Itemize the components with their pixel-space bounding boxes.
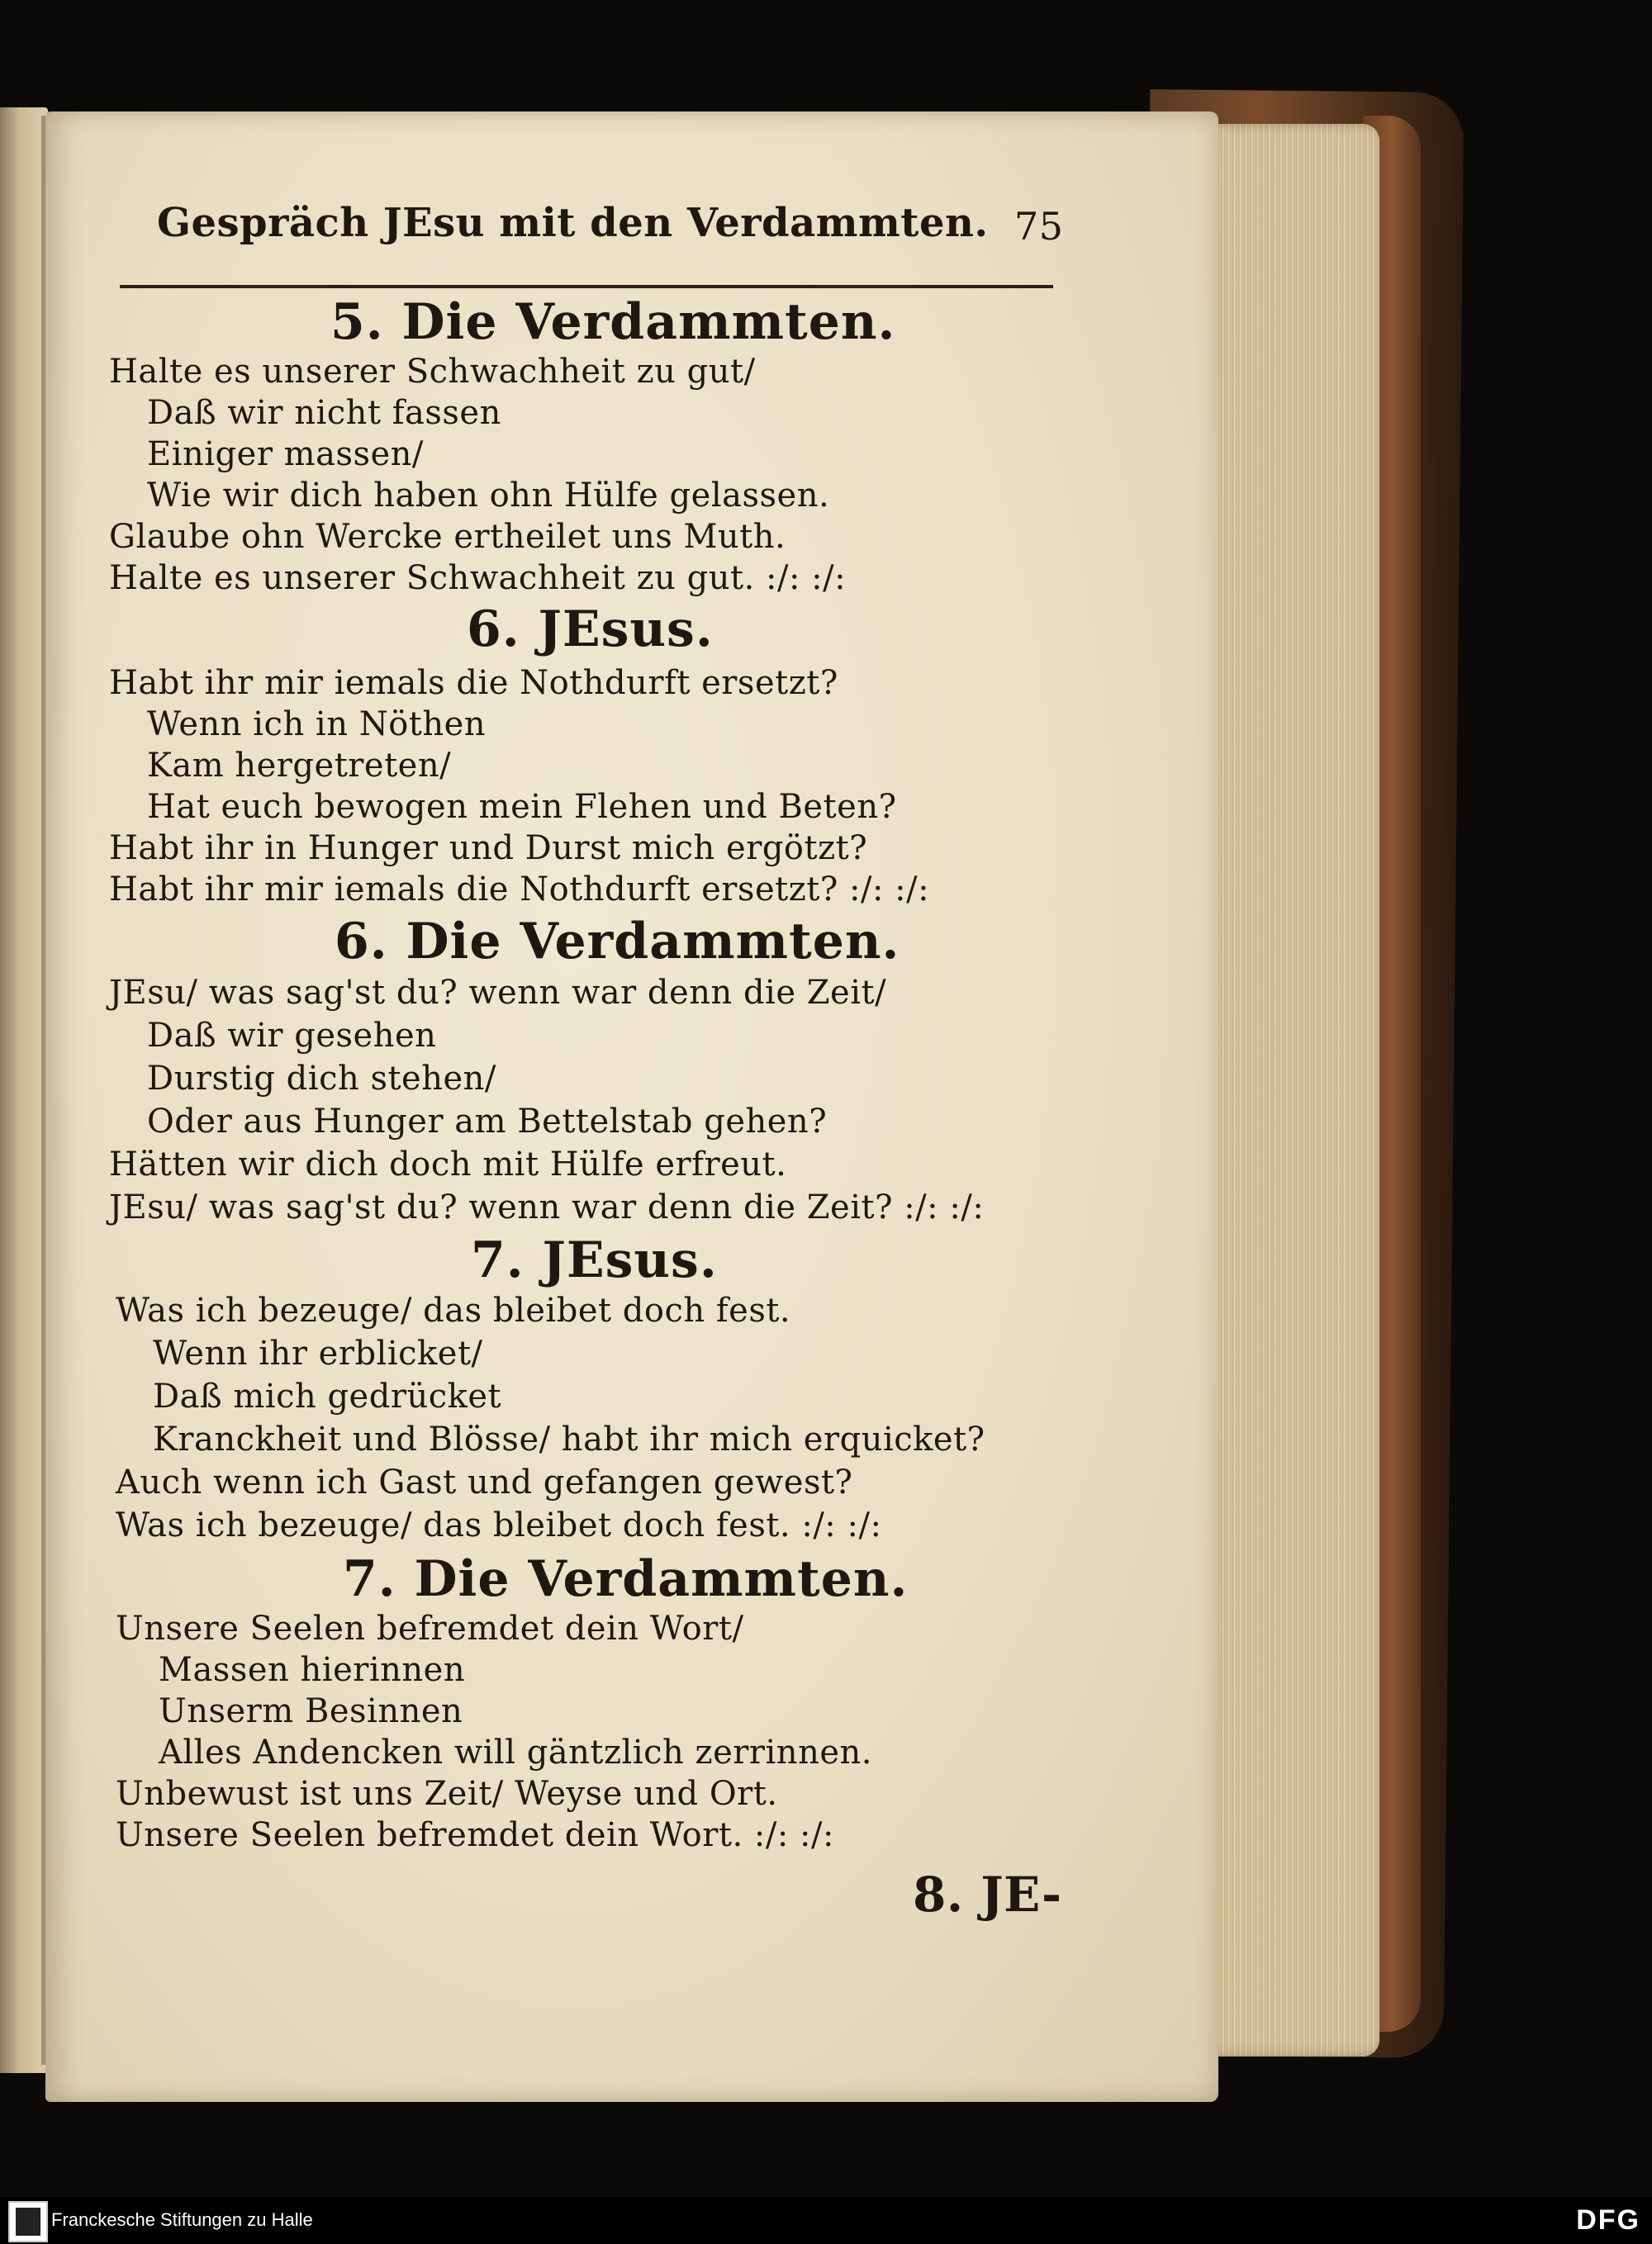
verse-line: Hat euch bewogen mein Flehen und Beten? — [147, 788, 897, 826]
verse-line: Daß wir nicht fassen — [147, 394, 501, 432]
verse-line: Wenn ihr erblicket/ — [153, 1335, 483, 1373]
verse-line: JEsu/ was sag'st du? wenn war denn die Zeit? :/: :/: — [109, 1188, 985, 1226]
section-heading: 5. Die Verdammten. — [330, 293, 896, 351]
verse-line: Glaube ohn Wercke ertheilet uns Muth. — [109, 518, 786, 556]
verse-line: Was ich bezeuge/ das bleibet doch fest. :/: :/: — [116, 1506, 882, 1544]
verse-line: Unserm Besinnen — [159, 1692, 463, 1730]
verse-line: JEsu/ was sag'st du? wenn war denn die Zeit/ — [109, 974, 887, 1012]
verse-line: Wie wir dich haben ohn Hülfe gelassen. — [147, 477, 830, 515]
verse-line: Oder aus Hunger am Bettelstab gehen? — [147, 1103, 828, 1141]
section-heading: 6. Die Verdammten. — [335, 913, 900, 970]
page-number: 75 — [1014, 204, 1064, 249]
verse-line: Habt ihr mir iemals die Nothdurft ersetzt? :/: :/: — [109, 871, 930, 909]
institution-logo-icon — [8, 2201, 48, 2242]
verse-line: Unbewust ist uns Zeit/ Weyse und Ort. — [116, 1775, 778, 1813]
verse-line: Kam hergetreten/ — [147, 747, 452, 785]
verse-line: Alles Andencken will gäntzlich zerrinnen. — [159, 1734, 872, 1772]
verse-line: Unsere Seelen befremdet dein Wort/ — [116, 1610, 744, 1648]
verse-line: Einiger massen/ — [147, 435, 424, 473]
catchword: 8. JE- — [913, 1867, 1062, 1923]
section-heading: 6. JEsus. — [467, 600, 714, 658]
verse-line: Hätten wir dich doch mit Hülfe erfreut. — [109, 1146, 787, 1184]
verse-line: Massen hierinnen — [159, 1651, 466, 1689]
institution-name: Franckesche Stiftungen zu Halle — [51, 2209, 313, 2230]
verse-line: Halte es unserer Schwachheit zu gut. :/: :/: — [109, 559, 847, 597]
verse-line: Halte es unserer Schwachheit zu gut/ — [109, 353, 756, 391]
viewer-footer-bar — [0, 2197, 1652, 2244]
section-heading: 7. Die Verdammten. — [343, 1550, 909, 1608]
section-heading: 7. JEsus. — [471, 1231, 718, 1289]
verse-line: Daß wir gesehen — [147, 1017, 437, 1055]
dfg-logo: DFG — [1576, 2204, 1640, 2236]
verse-line: Wenn ich in Nöthen — [147, 705, 487, 743]
header-rule — [120, 285, 1053, 288]
verse-line: Habt ihr in Hunger und Durst mich ergötzt? — [109, 829, 868, 867]
verse-line: Durstig dich stehen/ — [147, 1060, 496, 1098]
verse-line: Daß mich gedrücket — [153, 1378, 502, 1416]
verse-line: Auch wenn ich Gast und gefangen gewest? — [116, 1464, 853, 1502]
verse-line: Habt ihr mir iemals die Nothdurft ersetzt? — [109, 664, 838, 702]
running-head: Gespräch JEsu mit den Verdammten. — [157, 200, 989, 246]
verse-line: Unsere Seelen befremdet dein Wort. :/: :/: — [116, 1816, 834, 1854]
verse-line: Kranckheit und Blösse/ habt ihr mich erquicket? — [153, 1421, 985, 1459]
verse-line: Was ich bezeuge/ das bleibet doch fest. — [116, 1292, 791, 1330]
